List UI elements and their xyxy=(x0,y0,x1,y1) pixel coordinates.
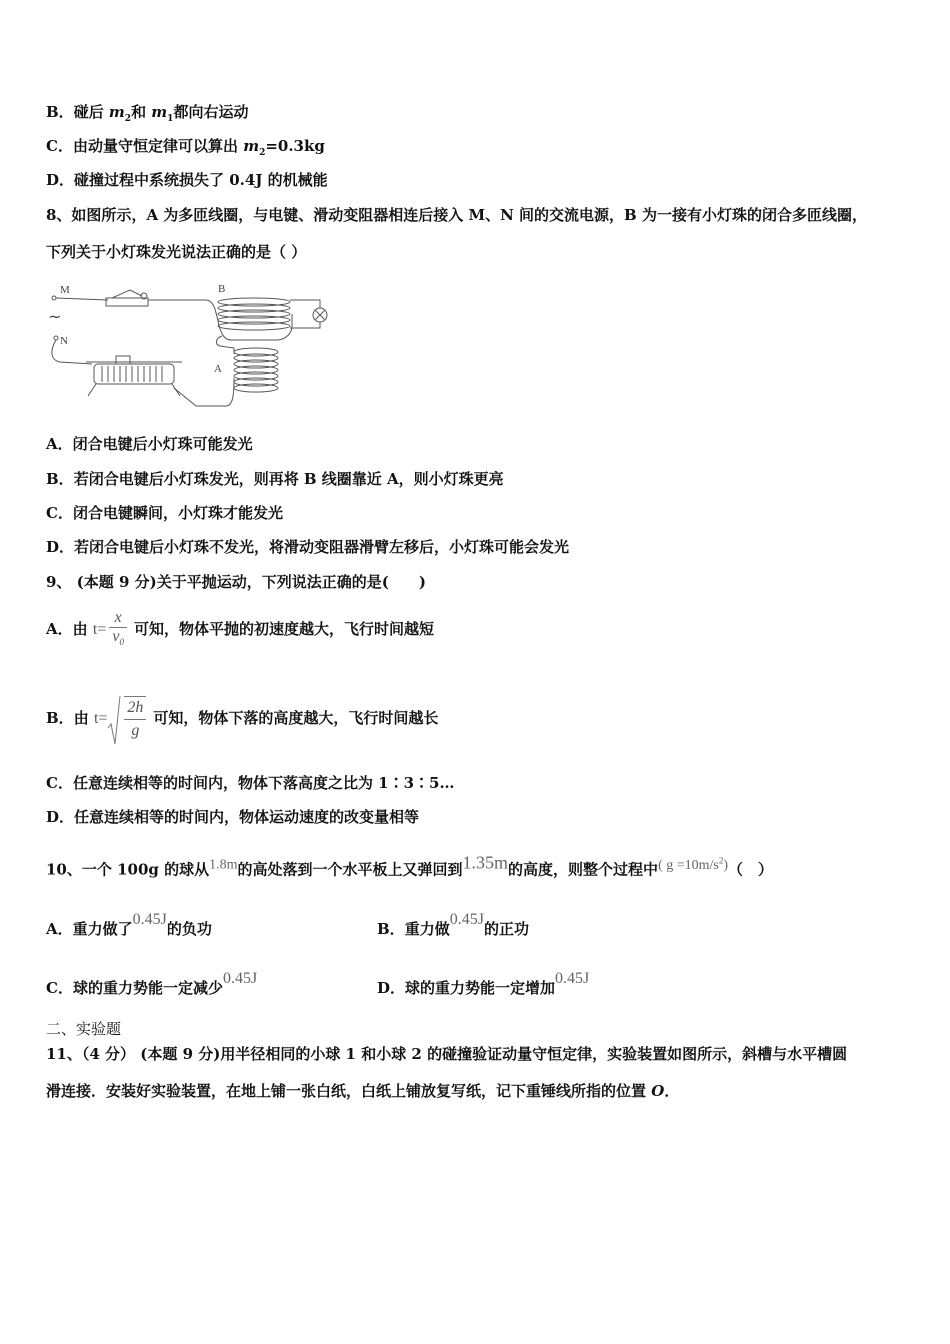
q7-option-d: D．碰撞过程中系统损失了 0.4J 的机械能 xyxy=(46,171,328,189)
terminal-n xyxy=(54,336,58,340)
q8-option-d: D．若闭合电键后小灯珠不发光，将滑动变阻器滑臂左移后，小灯珠可能会发光 xyxy=(46,538,570,556)
q7-option-c: C．由动量守恒定律可以算出 $m_2=0.3kg$ xyxy=(46,137,325,158)
q9-option-c: C．任意连续相等的时间内，物体下落高度之比为 1∶3∶5… xyxy=(46,774,455,792)
section-title: 二、实验题 xyxy=(46,1020,122,1038)
label-m: M xyxy=(60,284,70,296)
q9-option-b: B．由 t= $\frac{2h}{g}$ 可知，物体下落的高度越大，飞行时间越长 xyxy=(46,690,438,747)
label-b: B xyxy=(218,283,226,295)
circuit-diagram xyxy=(46,278,336,413)
q7-option-b: B．碰后 $m_2$和 $m_1$都向右运动 xyxy=(46,103,249,124)
terminal-m xyxy=(52,296,56,300)
q9-option-a: A．由 t= $\frac{x}{v_0}$ 可知，物体平抛的初速度越大，飞行时间越短 xyxy=(46,609,434,648)
q8-circuit-figure xyxy=(46,278,336,417)
formula-t-sqrt-2h-over-g: t= $\frac{2h}{g}$ xyxy=(94,710,153,727)
switch-icon xyxy=(106,298,148,306)
q8-stem-line1: 8、如图所示，A 为多匝线圈，与电键、滑动变阻器相连后接入 M、N 间的交流电源，B 为一接有小灯珠的闭合多匝线圈， xyxy=(46,206,867,224)
label-a: A xyxy=(214,363,222,375)
q10-option-a: A．重力做了0.45J的负功 xyxy=(46,911,212,938)
q8-option-b: B．若闭合电键后小灯珠发光，则再将 B 线圈靠近 A，则小灯珠更亮 xyxy=(46,470,504,488)
q8-option-c: C．闭合电键瞬间，小灯珠才能发光 xyxy=(46,504,283,522)
q8-option-a: A．闭合电键后小灯珠可能发光 xyxy=(46,435,253,453)
q11-line1: 11、（4 分） (本题 9 分)用半径相同的小球 1 和小球 2 的碰撞验证动量守恒定律，实验装置如图所示，斜槽与水平槽圆 xyxy=(46,1045,848,1063)
q10-option-b: B．重力做0.45J的正功 xyxy=(377,911,529,938)
q10-option-d: D．球的重力势能一定增加0.45J xyxy=(377,970,590,997)
sqrt-icon xyxy=(107,694,121,746)
q9-option-d: D．任意连续相等的时间内，物体运动速度的改变量相等 xyxy=(46,808,420,826)
q8-stem-line2: 下列关于小灯珠发光说法正确的是（ ） xyxy=(46,243,307,261)
q10-option-c: C．球的重力势能一定减少0.45J xyxy=(46,970,258,997)
ac-source-icon: ~ xyxy=(48,307,62,326)
formula-t-x-over-v0: t= $\frac{x}{v_0}$ xyxy=(93,621,134,638)
q11-line2: 滑连接．安装好实验装置，在地上铺一张白纸，白纸上铺放复写纸，记下重锤线所指的位置 O． xyxy=(46,1082,680,1100)
q9-stem: 9、 (本题 9 分)关于平抛运动，下列说法正确的是( ) xyxy=(46,573,426,591)
q10-stem: 10、一个 100g 的球从1.8m的高处落到一个水平板上又弹回到1.35m的高度，则整个过程中( $g =10m/s^2$)（ ） xyxy=(46,852,774,879)
label-n: N xyxy=(60,335,68,347)
